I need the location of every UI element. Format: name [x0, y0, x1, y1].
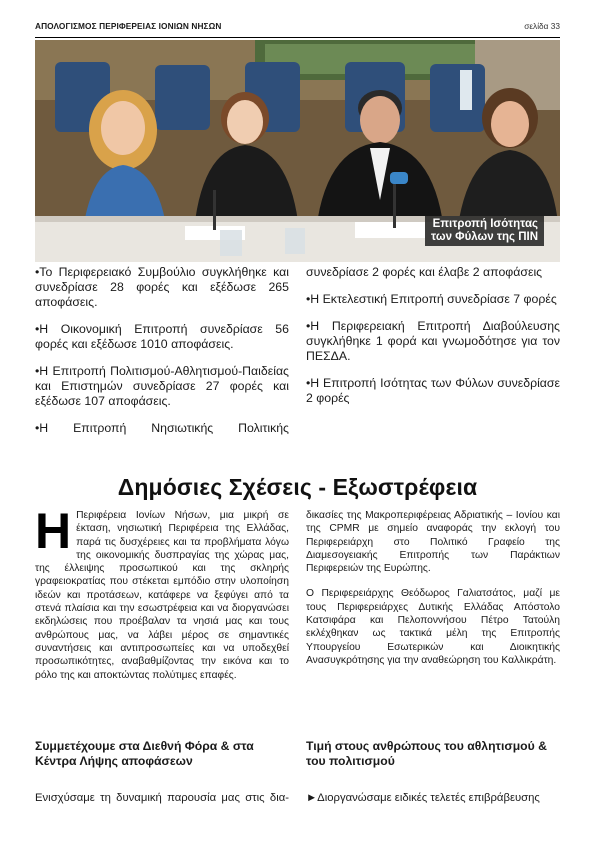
section-intro-paragraph [35, 503, 289, 682]
international-forums-text: Ενισχύσαμε τη δυναμική παρουσία μας στις δια- [35, 792, 289, 804]
photo-caption-line-1: Επιτροπή Ισότητας [432, 218, 538, 230]
section-intro-text: Περιφέρεια Ιονίων Νήσων, μια μικρή σε έκταση, νησιωτική Περιφέρεια της Ελλάδας, παρά τις δυσχέρειες και τα προβλήματα λόγω της οικονομικής δυσπραγίας της χώρας μας, της έλλειψης προσωπικού και της σκληρής γραφειοκρατίας που στέκεται εμπόδιο στην υλοποίηση ιδεών και προτάσεων, κατάφερε να ξεφύγει από τα στενά πλαίσια και την εσωστρέφεια και να διοργανώσει εκδηλώσεις που προέβαλαν τα νησιά μας και τους ανθρώπους μας, να λάβει μέρος σε σημαντικές συναντήσεις και αντιπροσωπείες και να υποδεχθεί προσωπικότητες, αναβαθμίζοντας την εικόνα και το ρόλο της και αποκτώντας πολύτιμες επαφές. [35, 510, 289, 681]
section-right-column [306, 509, 560, 679]
drop-cap: Η [35, 503, 72, 559]
bullet-culture-committee: •Η Επιτροπή Πολιτισμού-Αθλητισμού-Παιδείας και Επιστημών συνεδρίασε 27 φορές και εξέδωσε 107 αποφάσεις. [35, 364, 289, 408]
bullet-consultation-committee: •Η Περιφερειακή Επιτροπή Διαβούλευσης συγκλήθηκε 1 φορά και γνωμοδότησε για τον ΠΕΣΔΑ. [306, 319, 560, 363]
section-right-paragraph-1: δικασίες της Μακροπεριφέρειας Αδριατικής – Ιονίου και της CPMR με σημείο αναφοράς την εκλογή του Περιφερειάρχη στο Πολιτικό Γραφείο της Διαμεσογειακής Επιτροπής των Παράκτιων Περιφερειών της Ευρώπης. [306, 510, 560, 575]
bullet-island-policy-continued: συνεδρίασε 2 φορές και έλαβε 2 αποφάσεις [306, 265, 543, 279]
photo-caption-line-2: των Φύλων της ΠΙΝ [431, 231, 538, 243]
bullets-left-column [35, 265, 289, 436]
bullet-economic-committee: •Η Οικονομική Επιτροπή συνεδρίασε 56 φορές και εξέδωσε 1010 αποφάσεις. [35, 322, 289, 351]
bullet-regional-council: •Το Περιφερειακό Συμβούλιο συγκλήθηκε και συνεδρίασε 28 φορές και εξέδωσε 265 αποφάσεις. [35, 265, 289, 309]
header-rule [35, 37, 560, 38]
section-right-paragraph-2: Ο Περιφερειάρχης Θεόδωρος Γαλιατσάτος, μαζί με τους Περιφερειάρχες Δυτικής Ελλάδας Απόστολο Κατσιφάρα και Πελοποννήσου Πέτρο Τατούλη εκλέχθηκαν ως τακτικά μέλη της Επιτροπής Υπουργείου Εσωτερικών και Διοικητικής Ανασυγκρότησης για την αναθεώρηση του Καλλικράτη. [306, 588, 560, 666]
photo-caption [425, 216, 544, 246]
meeting-photo [35, 40, 560, 262]
bullet-executive-committee: •Η Εκτελεστική Επιτροπή συνεδρίασε 7 φορές [306, 292, 557, 306]
bullet-island-policy-committee: •Η Επιτροπή Νησιωτικής Πολιτικής [35, 421, 289, 435]
subheading-international-forums: Συμμετέχουμε στα Διεθνή Φόρα & στα Κέντρα Λήψης αποφάσεων [35, 739, 254, 768]
honors-text: ►Διοργανώσαμε ειδικές τελετές επιβράβευσης [306, 792, 540, 804]
bullet-equality-committee: •Η Επιτροπή Ισότητας των Φύλων συνεδρίασε 2 φορές [306, 376, 560, 405]
page-number: σελίδα 33 [524, 21, 560, 31]
bullets-right-column [306, 265, 560, 418]
page-header [35, 21, 560, 35]
report-title: ΑΠΟΛΟΓΙΣΜΟΣ ΠΕΡΙΦΕΡΕΙΑΣ ΙΟΝΙΩΝ ΝΗΣΩΝ [35, 21, 222, 31]
subheading-honors: Τιμή στους ανθρώπους του αθλητισμού & του πολιτισμού [306, 739, 547, 768]
section-left-column [35, 503, 289, 694]
section-title: Δημόσιες Σχέσεις - Εξωστρέφεια [117, 474, 478, 500]
